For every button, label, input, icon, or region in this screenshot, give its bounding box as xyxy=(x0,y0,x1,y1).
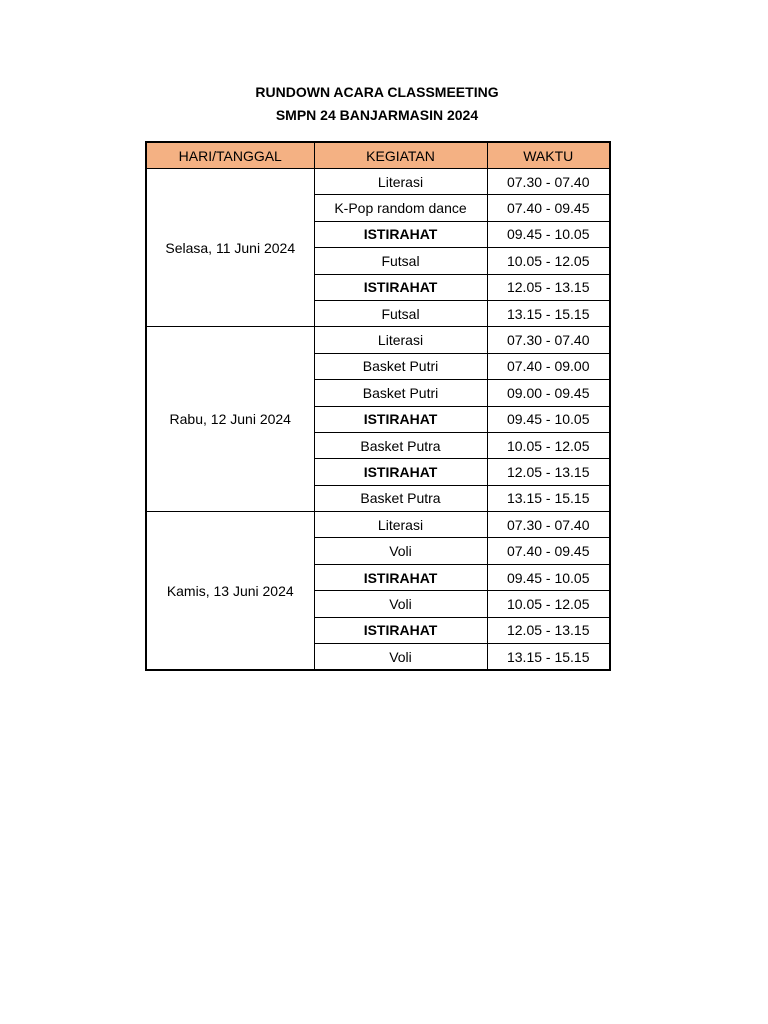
time-cell: 09.45 - 10.05 xyxy=(487,406,610,432)
break-activity-cell: ISTIRAHAT xyxy=(314,406,487,432)
day-cell: Kamis, 13 Juni 2024 xyxy=(146,512,314,671)
time-cell: 13.15 - 15.15 xyxy=(487,485,610,511)
header-time: WAKTU xyxy=(487,142,610,169)
table-row xyxy=(146,512,610,538)
time-cell: 13.15 - 15.15 xyxy=(487,300,610,326)
time-cell: 07.40 - 09.00 xyxy=(487,353,610,379)
header-activity: KEGIATAN xyxy=(314,142,487,169)
time-cell: 07.40 - 09.45 xyxy=(487,195,610,221)
time-cell: 12.05 - 13.15 xyxy=(487,274,610,300)
activity-cell: Futsal xyxy=(314,300,487,326)
activity-cell: Basket Putri xyxy=(314,380,487,406)
time-cell: 07.30 - 07.40 xyxy=(487,169,610,195)
time-cell: 13.15 - 15.15 xyxy=(487,644,610,671)
time-cell: 10.05 - 12.05 xyxy=(487,432,610,458)
document-title: RUNDOWN ACARA CLASSMEETING xyxy=(255,84,499,100)
time-cell: 09.00 - 09.45 xyxy=(487,380,610,406)
time-cell: 10.05 - 12.05 xyxy=(487,591,610,617)
time-cell: 12.05 - 13.15 xyxy=(487,459,610,485)
activity-cell: Literasi xyxy=(314,169,487,195)
activity-cell: Basket Putri xyxy=(314,353,487,379)
time-cell: 07.30 - 07.40 xyxy=(487,327,610,353)
activity-cell: Basket Putra xyxy=(314,432,487,458)
time-cell: 10.05 - 12.05 xyxy=(487,248,610,274)
time-cell: 09.45 - 10.05 xyxy=(487,564,610,590)
time-cell: 07.30 - 07.40 xyxy=(487,512,610,538)
time-cell: 07.40 - 09.45 xyxy=(487,538,610,564)
activity-cell: Futsal xyxy=(314,248,487,274)
activity-cell: Literasi xyxy=(314,512,487,538)
schedule-table xyxy=(145,141,611,671)
break-activity-cell: ISTIRAHAT xyxy=(314,564,487,590)
table-row xyxy=(146,327,610,353)
activity-cell: Literasi xyxy=(314,327,487,353)
header-day: HARI/TANGGAL xyxy=(146,142,314,169)
activity-cell: Basket Putra xyxy=(314,485,487,511)
break-activity-cell: ISTIRAHAT xyxy=(314,459,487,485)
activity-cell: Voli xyxy=(314,644,487,671)
day-cell: Rabu, 12 Juni 2024 xyxy=(146,327,314,512)
header-row xyxy=(146,142,610,169)
time-cell: 12.05 - 13.15 xyxy=(487,617,610,643)
break-activity-cell: ISTIRAHAT xyxy=(314,274,487,300)
break-activity-cell: ISTIRAHAT xyxy=(314,617,487,643)
break-activity-cell: ISTIRAHAT xyxy=(314,221,487,247)
table-row xyxy=(146,169,610,195)
activity-cell: K-Pop random dance xyxy=(314,195,487,221)
day-cell: Selasa, 11 Juni 2024 xyxy=(146,169,314,327)
activity-cell: Voli xyxy=(314,591,487,617)
activity-cell: Voli xyxy=(314,538,487,564)
document-subtitle: SMPN 24 BANJARMASIN 2024 xyxy=(275,107,479,123)
time-cell: 09.45 - 10.05 xyxy=(487,221,610,247)
schedule-body xyxy=(146,169,610,671)
